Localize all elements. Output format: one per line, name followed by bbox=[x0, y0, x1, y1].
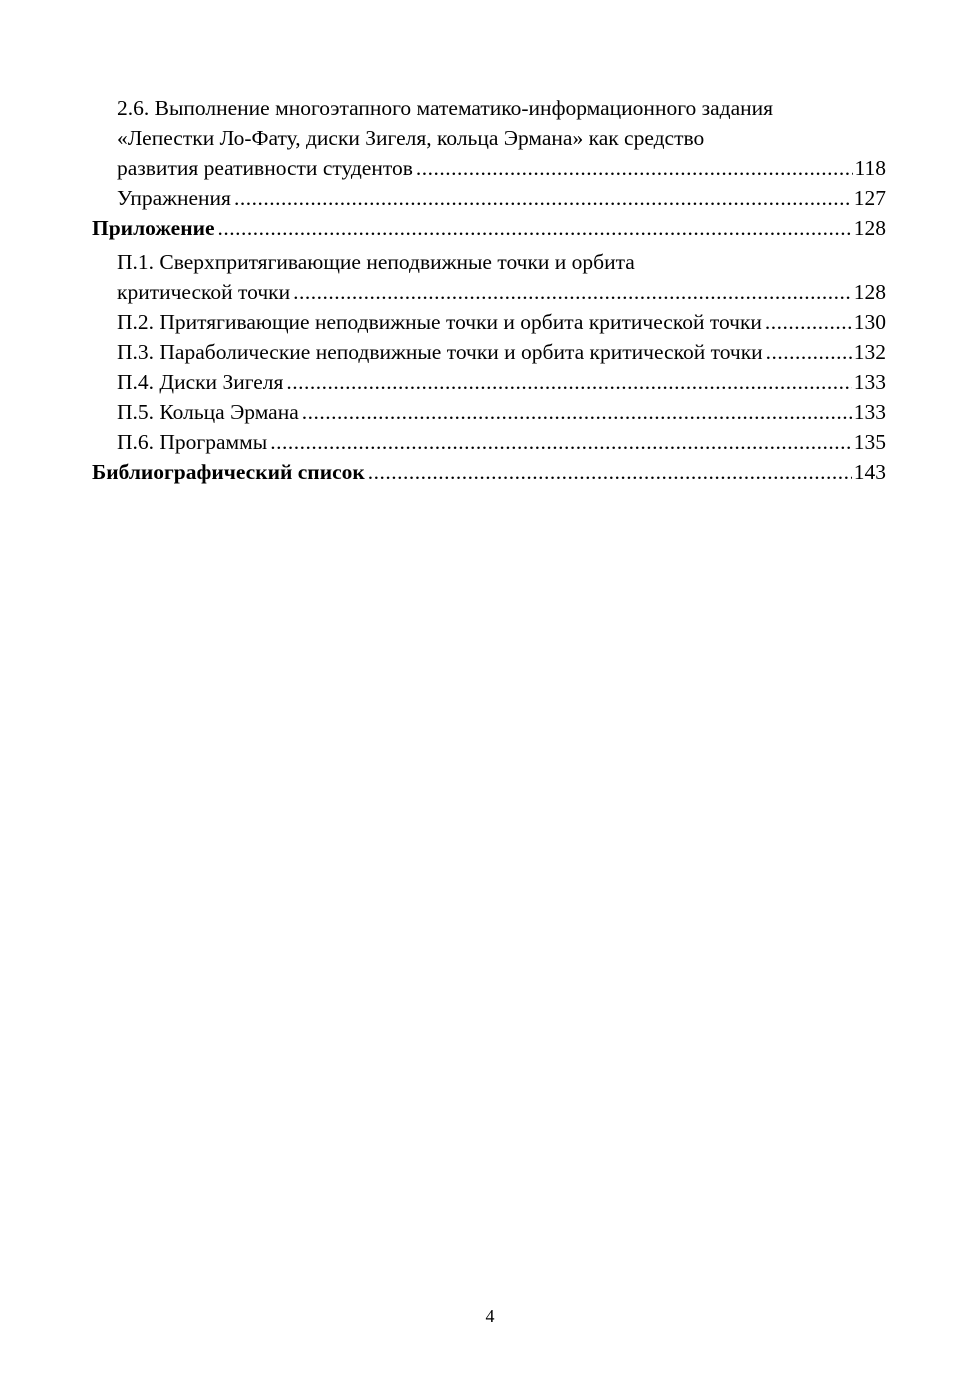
toc-entry-title: Библиографический список bbox=[92, 460, 365, 484]
toc-entry-line: «Лепестки Ло-Фату, диски Зигеля, кольца Эрмана» как средство bbox=[117, 126, 705, 150]
toc-page-number: 118 bbox=[854, 156, 886, 180]
toc-entry-title: Приложение bbox=[92, 216, 215, 240]
toc-page-number: 133 bbox=[853, 370, 886, 394]
toc-entry-p3[interactable] bbox=[92, 337, 886, 367]
toc-entry-title: П.6. Программы bbox=[117, 430, 268, 454]
dot-leader bbox=[416, 153, 853, 183]
toc-entry-p5[interactable] bbox=[92, 397, 886, 427]
toc-page-number: 130 bbox=[853, 310, 886, 334]
toc-entry-appendix[interactable] bbox=[92, 213, 886, 243]
toc-entry-exercises[interactable] bbox=[92, 183, 886, 213]
toc-entry-title: Упражнения bbox=[117, 186, 231, 210]
dot-leader bbox=[368, 457, 852, 487]
toc-page-number: 128 bbox=[853, 216, 886, 240]
toc-page-number: 143 bbox=[853, 460, 886, 484]
dot-leader bbox=[765, 307, 852, 337]
toc-entry-p6[interactable] bbox=[92, 427, 886, 457]
toc-entry-p4[interactable] bbox=[92, 367, 886, 397]
toc-page-number: 128 bbox=[853, 280, 886, 304]
toc-page-number: 133 bbox=[853, 400, 886, 424]
toc-entry-title: П.4. Диски Зигеля bbox=[117, 370, 284, 394]
toc-entry-p1[interactable] bbox=[92, 247, 886, 307]
toc-entry-line: 2.6. Выполнение многоэтапного математико-информационного задания bbox=[117, 96, 774, 120]
dot-leader bbox=[766, 337, 852, 367]
table-of-contents bbox=[92, 93, 886, 487]
toc-entry-p2[interactable] bbox=[92, 307, 886, 337]
dot-leader bbox=[218, 213, 852, 243]
toc-entry-title: критической точки bbox=[117, 280, 291, 304]
dot-leader bbox=[270, 427, 852, 457]
dot-leader bbox=[302, 397, 852, 427]
dot-leader bbox=[286, 367, 851, 397]
toc-entry-title: П.2. Притягивающие неподвижные точки и орбита критической точки bbox=[117, 310, 762, 334]
toc-entry-bibliography[interactable] bbox=[92, 457, 886, 487]
toc-entry-title: развития реативности студентов bbox=[117, 156, 413, 180]
toc-entry-line: П.1. Сверхпритягивающие неподвижные точки и орбита bbox=[117, 250, 635, 274]
dot-leader bbox=[293, 277, 852, 307]
toc-entry-title: П.3. Параболические неподвижные точки и орбита критической точки bbox=[117, 340, 763, 364]
dot-leader bbox=[234, 183, 852, 213]
toc-page-number: 127 bbox=[853, 186, 886, 210]
page-number: 4 bbox=[485, 1306, 495, 1326]
toc-entry-title: П.5. Кольца Эрмана bbox=[117, 400, 299, 424]
toc-page-number: 132 bbox=[853, 340, 886, 364]
toc-entry-2-6[interactable] bbox=[92, 93, 886, 183]
toc-page-number: 135 bbox=[853, 430, 886, 454]
